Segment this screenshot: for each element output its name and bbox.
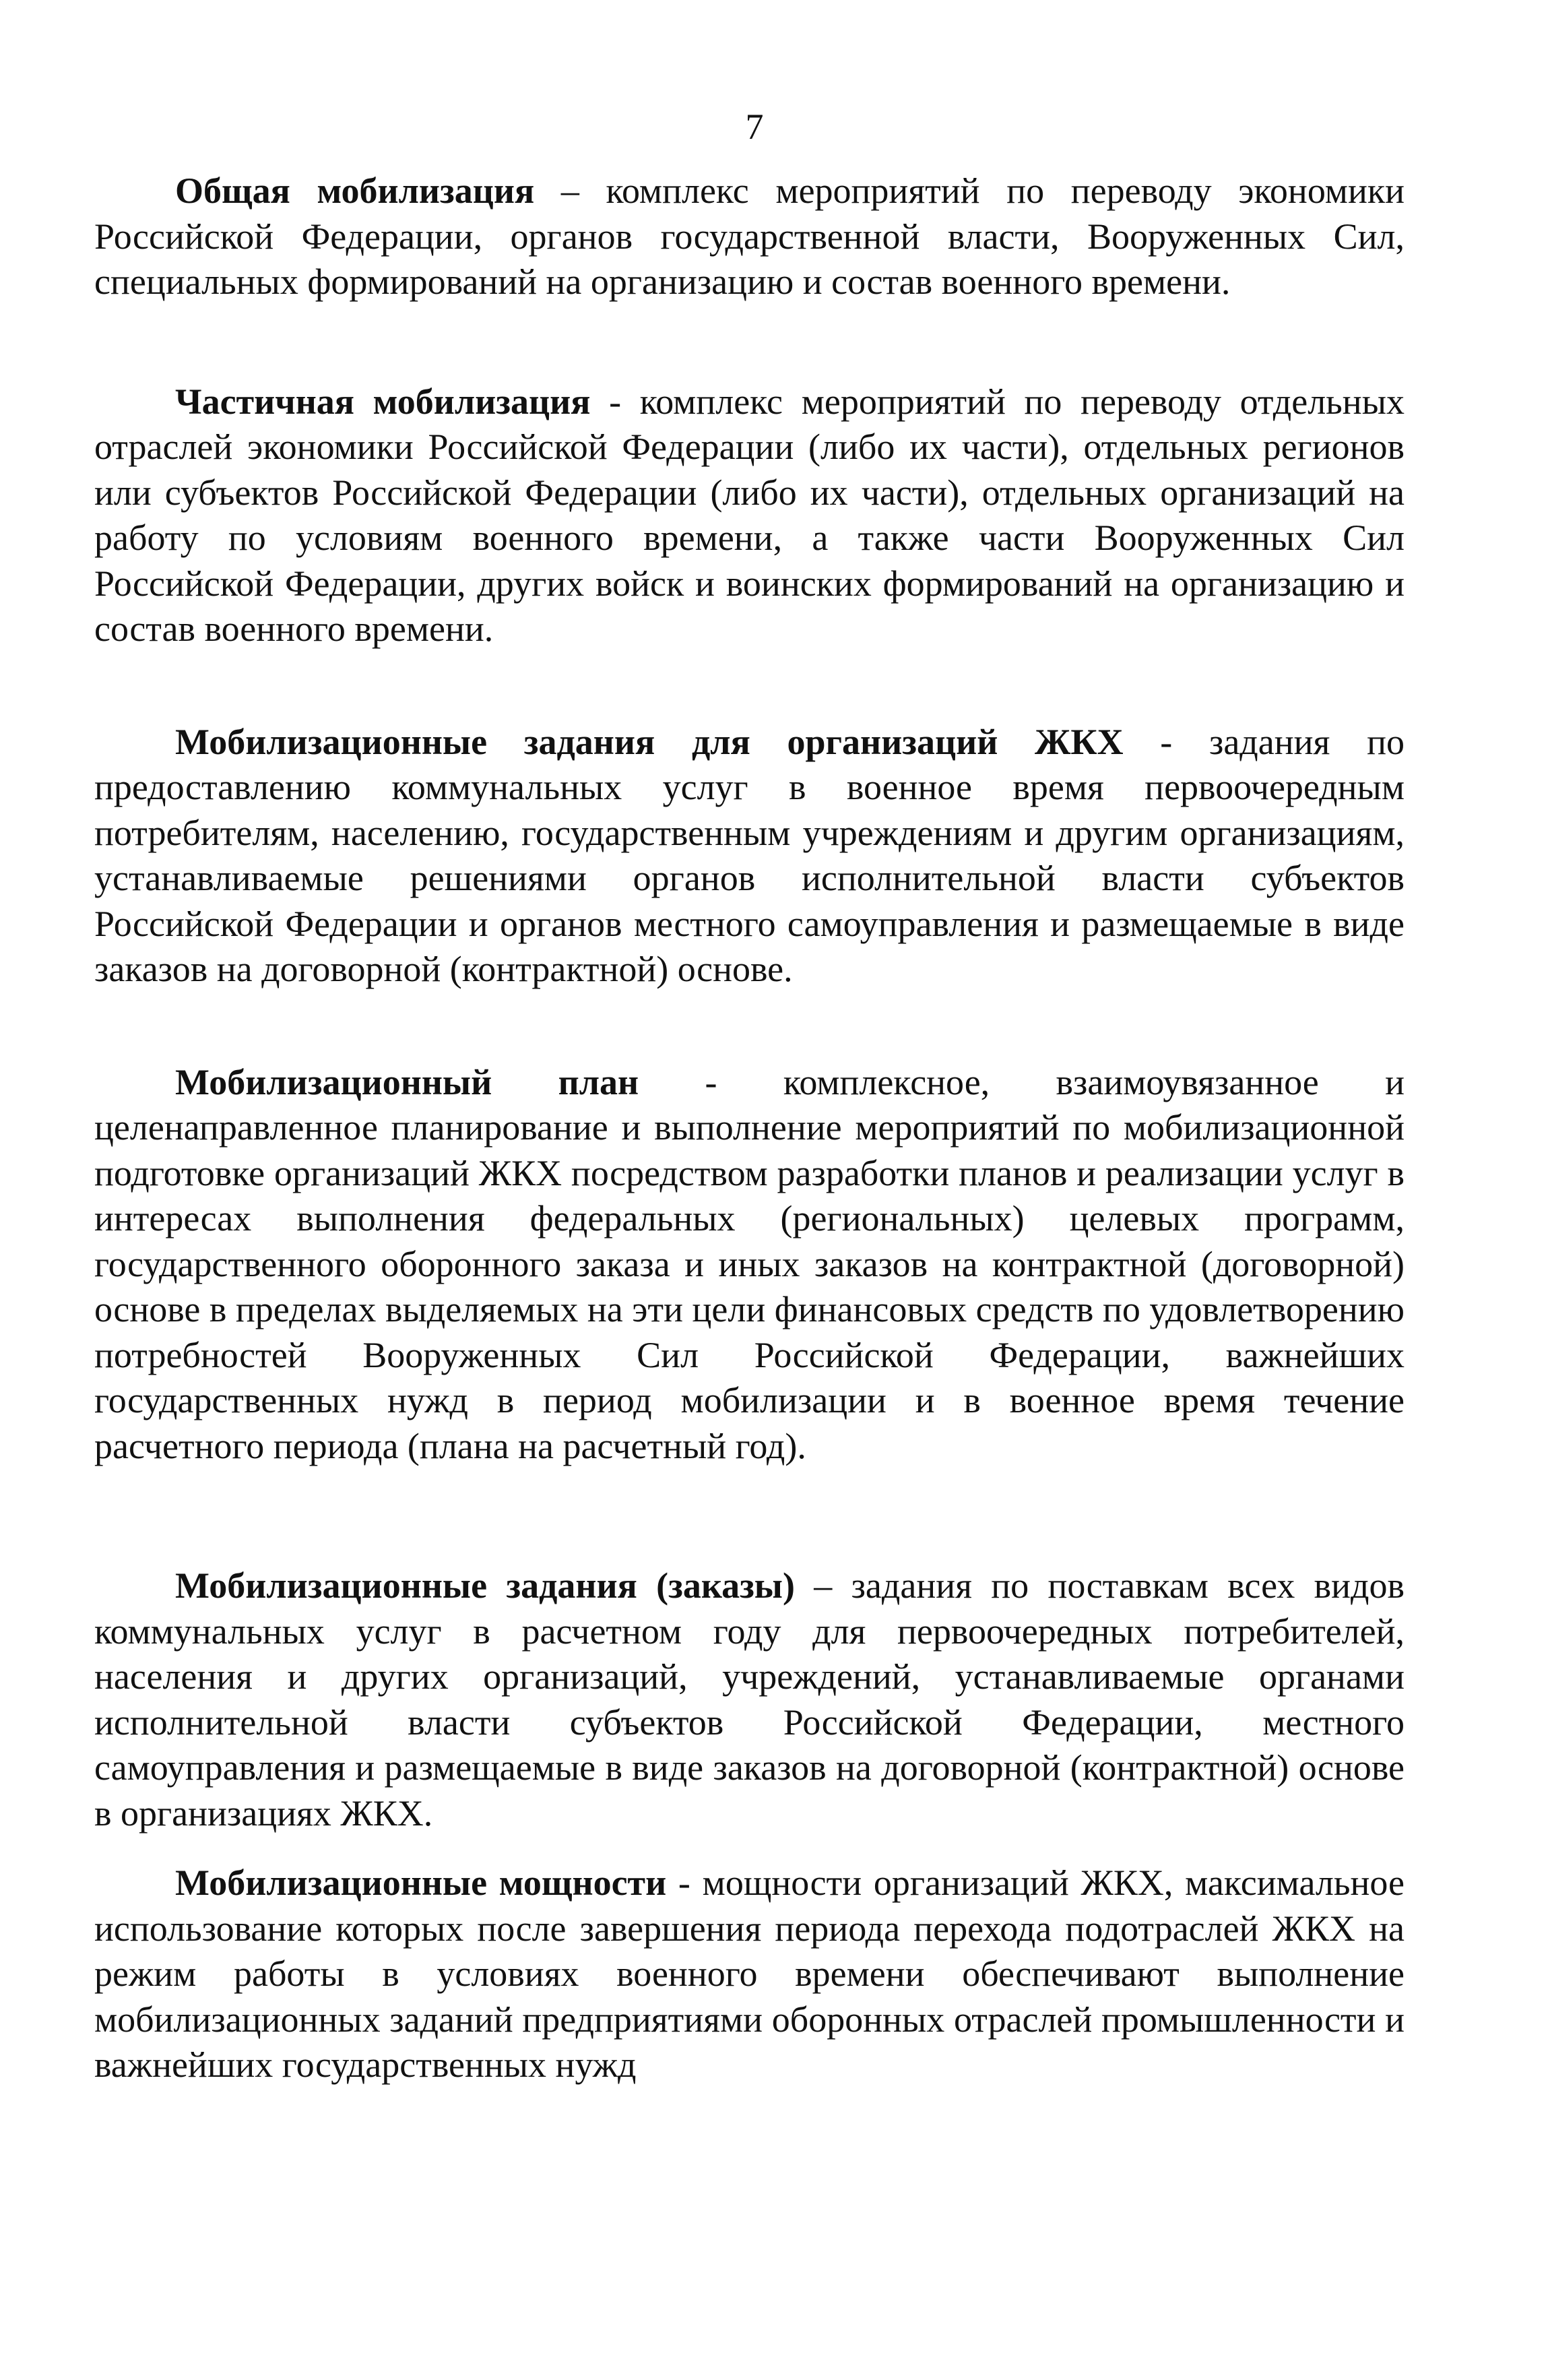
term: Общая мобилизация [175, 170, 535, 211]
definition-mobilization-tasks-housing [94, 720, 1405, 993]
definition-text: – задания по поставкам всех видов коммунальных услуг в расчетном году для первоочередных потребителей, населения и других организаций, учреждений, устанавливаемые органами исполнительной власти субъектов Российской Федерации, местного самоуправления и размещаемые в виде заказов на договорной (контрактной) основе в организациях ЖКХ. [94, 1565, 1405, 1834]
definition-general-mobilization [94, 168, 1405, 305]
definition-mobilization-plan [94, 1060, 1405, 1470]
document-body [94, 168, 1405, 2088]
definition-text: - комплексное, взаимоувязанное и целенаправленное планирование и выполнение мероприятий по мобилизационной подготовке организаций ЖКХ посредством разработки планов и реализации услуг в интересах выполнения федеральных (региональных) целевых программ, государственного оборонного заказа и иных заказов на контрактной (договорной) основе в пределах выделяемых на эти цели финансовых средств по удовлетворению потребностей Вооруженных Сил Российской Федерации, важнейших государственных нужд в период мобилизации и в военное время течение расчетного периода (плана на расчетный год). [94, 1061, 1405, 1466]
term: Мобилизационные задания для организаций ЖКХ [175, 721, 1124, 762]
definition-mobilization-orders [94, 1563, 1405, 1836]
definition-text: – комплекс мероприятий по переводу экономики Российской Федерации, органов государственной власти, Вооруженных Сил, специальных формирований на организацию и состав военного времени. [94, 170, 1405, 302]
term: Мобилизационный план [175, 1061, 639, 1102]
definition-mobilization-capacities [94, 1860, 1405, 2088]
term: Мобилизационные мощности [175, 1862, 667, 1903]
term: Частичная мобилизация [175, 381, 591, 422]
definition-partial-mobilization [94, 379, 1405, 652]
term: Мобилизационные задания (заказы) [175, 1565, 795, 1606]
definition-text: - мощности организаций ЖКХ, максимальное использование которых после завершения периода перехода подотраслей ЖКХ на режим работы в условиях военного времени обеспечивают выполнение мобилизационных заданий предприятиями оборонных отраслей промышленности и важнейших государственных нужд [94, 1862, 1405, 2085]
definition-text: - комплекс мероприятий по переводу отдельных отраслей экономики Российской Федерации (либо их части), отдельных регионов или субъектов Российской Федерации (либо их части), отдельных организаций на работу по условиям военного времени, а также части Вооруженных Сил Российской Федерации, других войск и воинских формирований на организацию и состав военного времени. [94, 381, 1405, 649]
page-number: 7 [745, 106, 764, 147]
definition-text: - задания по предоставлению коммунальных услуг в военное время первоочередным потребителям, населению, государственным учреждениям и другим организациям, устанавливаемые решениями органов исполнительной власти субъектов Российской Федерации и органов местного самоуправления и размещаемые в виде заказов на договорной (контрактной) основе. [94, 721, 1405, 989]
